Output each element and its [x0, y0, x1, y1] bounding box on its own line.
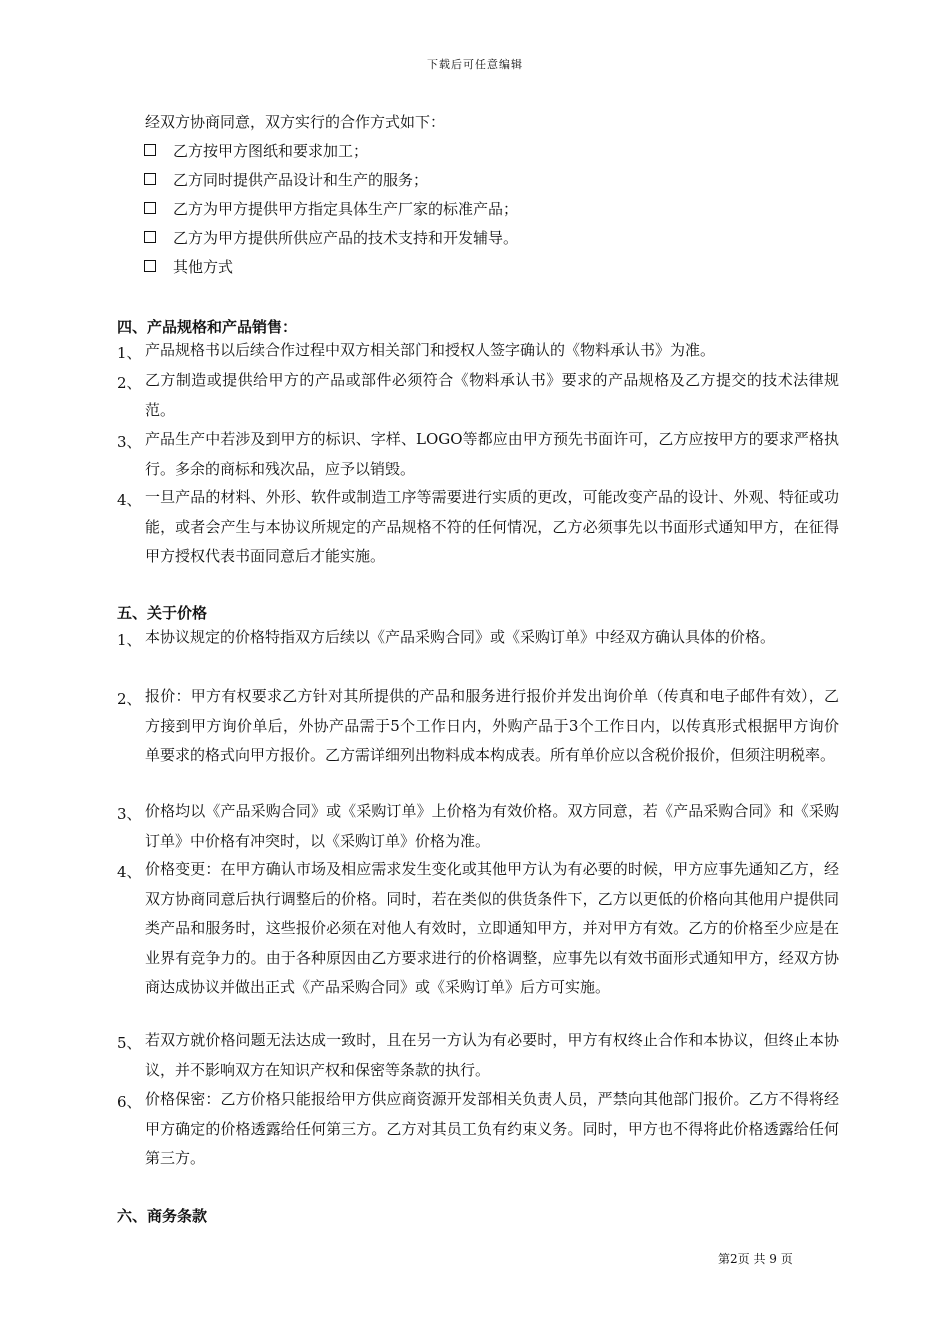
item-text: 若双方就价格问题无法达成一致时，且在另一方认为有必要时，甲方有权终止合作和本协议，但终止本协议，并不影响双方在知识产权和保密等条款的执行。 [145, 1031, 839, 1079]
option-row[interactable] [144, 223, 518, 251]
item-text: 产品生产中若涉及到甲方的标识、字样、LOGO等都应由甲方预先书面许可，乙方应按甲方的要求严格执行。多余的商标和残次品，应予以销毁。 [145, 430, 839, 478]
option-row[interactable] [144, 136, 368, 164]
option-label: 乙方为甲方提供所供应产品的技术支持和开发辅导。 [173, 228, 519, 247]
item-number: 1、 [117, 344, 142, 362]
section-title: 六、商务条款 [117, 1207, 208, 1225]
item-text: 价格变更：在甲方确认市场及相应需求发生变化或其他甲方认为有必要的时候，甲方应事先通知乙方，经双方协商同意后执行调整后的价格。同时，若在类似的供货条件下，乙方以更低的价格向其他用户提供同类产品和服务时，这些报价必须在对他人有效时，立即通知甲方，并对甲方有效。乙方的价格至少应是在业界有竞争力的。由于各种原因由乙方要求进行的价格调整，应事先以有效书面形式通知甲方，经双方协商达成协议并做出正式《产品采购合同》或《采购订单》后方可实施。 [145, 860, 839, 996]
item-number: 3、 [117, 433, 142, 451]
item-number: 4、 [117, 491, 142, 509]
item-number: 3、 [117, 805, 142, 823]
option-row[interactable] [144, 194, 518, 222]
checkbox-icon[interactable] [144, 173, 156, 185]
item-number: 2、 [117, 690, 142, 708]
item-number: 4、 [117, 863, 142, 881]
option-row[interactable] [144, 165, 428, 193]
option-row[interactable] [144, 252, 233, 280]
item-number: 6、 [117, 1093, 142, 1111]
page-header: 下载后可任意编辑 [427, 58, 523, 71]
item-number: 5、 [117, 1034, 142, 1052]
checkbox-icon[interactable] [144, 202, 156, 214]
item-text: 一旦产品的材料、外形、软件或制造工序等需要进行实质的更改，可能改变产品的设计、外观、特征或功能，或者会产生与本协议所规定的产品规格不符的任何情况，乙方必须事先以书面形式通知甲方，在征得甲方授权代表书面同意后才能实施。 [145, 488, 839, 565]
intro-text: 经双方协商同意，双方实行的合作方式如下： [145, 113, 446, 131]
option-label: 其他方式 [173, 257, 234, 276]
checkbox-icon[interactable] [144, 144, 156, 156]
section-title: 五、关于价格 [117, 604, 208, 622]
section-title: 四、产品规格和产品销售： [117, 318, 298, 336]
checkbox-icon[interactable] [144, 231, 156, 243]
item-text: 乙方制造或提供给甲方的产品或部件必须符合《物料承认书》要求的产品规格及乙方提交的技术法律规范。 [145, 371, 839, 419]
option-label: 乙方同时提供产品设计和生产的服务； [173, 170, 429, 189]
item-text: 价格保密：乙方价格只能报给甲方供应商资源开发部相关负责人员，严禁向其他部门报价。乙方不得将经甲方确定的价格透露给任何第三方。乙方对其员工负有约束义务。同时，甲方也不得将此价格透露给任何第三方。 [145, 1090, 839, 1167]
item-number: 1、 [117, 631, 142, 649]
option-label: 乙方为甲方提供甲方指定具体生产厂家的标准产品； [173, 199, 519, 218]
item-text: 报价：甲方有权要求乙方针对其所提供的产品和服务进行报价并发出询价单（传真和电子邮件有效），乙方接到甲方询价单后，外协产品需于5个工作日内，外购产品于3个工作日内，以传真形式根据甲方询价单要求的格式向甲方报价。乙方需详细列出物料成本构成表。所有单价应以含税价报价，但须注明税率。 [145, 687, 839, 764]
page-number: 第2页 共 9 页 [718, 1252, 793, 1266]
checkbox-icon[interactable] [144, 260, 156, 272]
item-text: 产品规格书以后续合作过程中双方相关部门和授权人签字确认的《物料承认书》为准。 [145, 341, 716, 359]
item-text: 价格均以《产品采购合同》或《采购订单》上价格为有效价格。双方同意，若《产品采购合同》和《采购订单》中价格有冲突时，以《采购订单》价格为准。 [145, 802, 839, 850]
item-text: 本协议规定的价格特指双方后续以《产品采购合同》或《采购订单》中经双方确认具体的价格。 [145, 628, 776, 646]
item-number: 2、 [117, 374, 142, 392]
option-label: 乙方按甲方图纸和要求加工； [173, 141, 369, 160]
